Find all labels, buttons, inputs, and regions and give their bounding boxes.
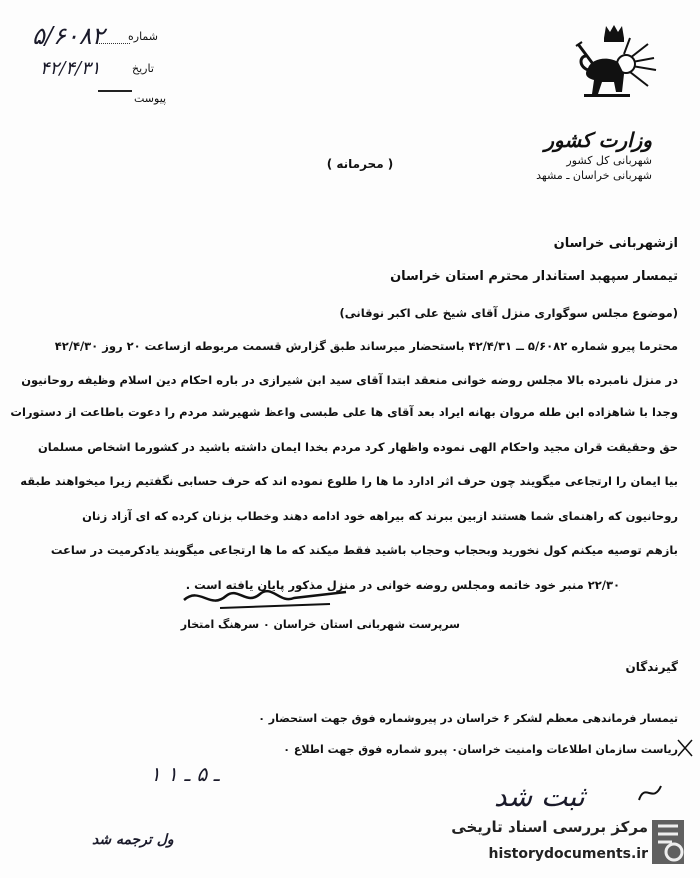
attachment-label: پیوست	[134, 92, 167, 105]
signature-scribble-icon	[180, 580, 350, 616]
attachment-line	[98, 90, 132, 92]
sender-line: ازشهربانی خراسان	[553, 236, 678, 251]
ministry-line-1: شهربانی کل کشور	[566, 154, 652, 167]
recipients-header: گیرندگان	[625, 660, 678, 674]
body-line-5: بیا ایمان را ارتجاعی میگویند چون حرف اثر ادارد ما ها را طلوع نموده اند که حرف حسابی نگفتیم زیرا میخواهند طبقه	[20, 474, 678, 488]
ministry-line-2: شهربانی خراسان ـ مشهد	[536, 169, 652, 182]
body-line-8: ۲۲/۳۰ منبر خود خاتمه ومجلس روضه خوانی در منزل مذکور پایان یافته است .	[185, 578, 620, 592]
number-label: شماره	[128, 30, 159, 43]
registered-note: ثبت شد	[494, 780, 585, 813]
watermark-logo-icon	[646, 814, 690, 870]
handwritten-date: ۱ ـ ۵ ـ ۱	[150, 762, 220, 786]
recipient-item-1: تیمسار فرماندهی معظم لشکر ۶ خراسان در پیروشماره فوق جهت استحضار ۰	[258, 712, 678, 725]
recipient-item-2: ریاست سازمان اطلاعات وامنیت خراسان۰ پیرو شماره فوق جهت اطلاع ۰	[283, 743, 678, 756]
watermark-url: historydocuments.ir	[488, 846, 648, 862]
recipient-line: تیمسار سپهبد استاندار محترم استان خراسان	[390, 269, 678, 284]
body-line-7: بازهم توصیه میکنم کول نخورید وبحجاب وحجاب باشید فقط میکند که ما ها ارتجاعی میگویند یادکرمیت در ساعت	[50, 543, 678, 557]
body-line-4: حق وحقیقت قران مجید واحکام الهی نموده واظهار کرد مردم بخدا ایمان داشته باشید در کشورما اشخاص مسلمان	[37, 440, 678, 454]
classification-label: ( محرمانه )	[326, 157, 394, 171]
subject-line: (موضوع مجلس سوگواری منزل آقای شیخ علی اکبر نوقانی)	[339, 306, 678, 320]
lion-and-sun-emblem-icon	[574, 22, 658, 104]
body-line-3: وجدا با شاهزاده ابن طله مروان بهانه ایراد بعد آقای ها علی طبسی واعظ شهیرشد مردم را دعوت باطاعت از دستورات	[10, 405, 678, 419]
number-value: ۵/۶۰۸۲	[32, 22, 105, 50]
body-line-1: محترما پیرو شماره ۵/۶۰۸۲ ــ ۴۲/۴/۳۱ باستحضار میرساند طبق گزارش قسمت مربوطه ازساعت ۲۰ روز ۴۲/۴/۳۰	[54, 339, 678, 353]
body-line-2: در منزل نامبرده بالا مجلس روضه خوانی منعقد ابتدا آقای سید ابن شیرازی در باره احکام دین اسلام وظیفه روحانیون	[21, 373, 678, 387]
ministry-name: وزارت کشور	[544, 128, 652, 152]
check-mark-icon	[676, 738, 694, 758]
body-line-6: روحانیون که راهنمای شما هستند ازبین ببرند که بیراهه خود ادامه دهند وخطاب بزنان کرده که ای آزاد زنان	[82, 509, 678, 523]
ministry-header	[462, 128, 652, 182]
date-label: تاریخ	[132, 62, 154, 75]
registered-initial-scribble-icon	[635, 780, 665, 806]
signature-line: سرپرست شهربانی استان خراسان ۰ سرهنگ امتخار	[180, 618, 460, 631]
bottom-handwritten-note: ول ترجمه شد	[92, 832, 174, 848]
watermark-title: مرکز بررسی اسناد تاریخی	[451, 818, 648, 836]
number-line	[96, 43, 130, 44]
date-value: ۴۲/۴/۳۱	[40, 58, 101, 79]
